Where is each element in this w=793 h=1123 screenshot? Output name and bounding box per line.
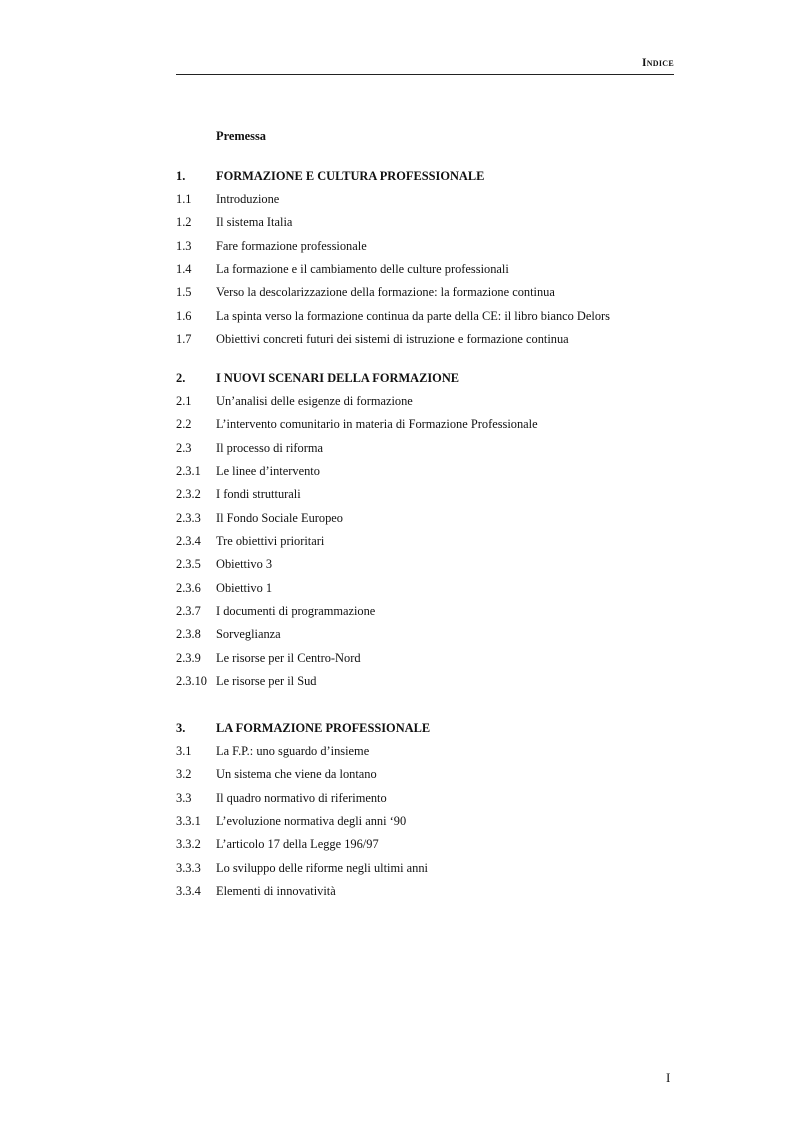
entry-title: L’intervento comunitario in materia di Formazione Professionale	[216, 417, 538, 431]
chapter-title: LA FORMAZIONE PROFESSIONALE	[216, 721, 431, 735]
entry-title: Il quadro normativo di riferimento	[216, 791, 387, 805]
chapter-title: I NUOVI SCENARI DELLA FORMAZIONE	[216, 371, 460, 385]
chapter-number: 1.	[176, 169, 186, 183]
entry-title: Sorveglianza	[216, 627, 281, 641]
chapter-number: 3.	[176, 721, 186, 735]
entry-number: 2.3.2	[176, 487, 201, 501]
entry-title: La spinta verso la formazione continua da parte della CE: il libro bianco Delors	[216, 309, 610, 323]
entry-title: La formazione e il cambiamento delle culture professionali	[216, 262, 509, 276]
entry-title: L’evoluzione normativa degli anni ‘90	[216, 814, 407, 828]
entry-number: 3.1	[176, 744, 192, 758]
entry-number: 1.4	[176, 262, 192, 276]
entry-number: 3.3.2	[176, 837, 201, 851]
entry-title: Elementi di innovatività	[216, 884, 336, 898]
entry-title: Il processo di riforma	[216, 441, 324, 455]
entry-number: 3.3.1	[176, 814, 201, 828]
entry-number: 3.3.3	[176, 861, 201, 875]
entry-title: Le linee d’intervento	[216, 464, 320, 478]
entry-number: 2.3.1	[176, 464, 201, 478]
chapter-title: FORMAZIONE E CULTURA PROFESSIONALE	[216, 169, 485, 183]
entry-title: Le risorse per il Centro-Nord	[216, 651, 361, 665]
entry-title: Fare formazione professionale	[216, 239, 367, 253]
running-header	[176, 57, 674, 75]
entry-number: 2.3.9	[176, 651, 201, 665]
entry-title: Introduzione	[216, 192, 280, 206]
entry-number: 1.5	[176, 285, 192, 299]
entry-number: 3.3	[176, 791, 192, 805]
entry-title: La F.P.: uno sguardo d’insieme	[216, 744, 370, 758]
entry-number: 1.7	[176, 332, 192, 346]
entry-title: Un sistema che viene da lontano	[216, 767, 377, 781]
entry-title: Obiettivi concreti futuri dei sistemi di istruzione e formazione continua	[216, 332, 569, 346]
entry-number: 2.3.7	[176, 604, 201, 618]
entry-title: Verso la descolarizzazione della formazione: la formazione continua	[216, 285, 555, 299]
entry-title: I documenti di programmazione	[216, 604, 376, 618]
entry-title: Il Fondo Sociale Europeo	[216, 511, 343, 525]
entry-number: 1.1	[176, 192, 192, 206]
entry-number: 2.3.4	[176, 534, 201, 548]
entry-number: 3.2	[176, 767, 192, 781]
entry-title: Lo sviluppo delle riforme negli ultimi anni	[216, 861, 428, 875]
entry-number: 2.1	[176, 394, 192, 408]
entry-number: 2.3	[176, 441, 192, 455]
entry-number: 3.3.4	[176, 884, 201, 898]
entry-title: Il sistema Italia	[216, 215, 293, 229]
entry-title: Obiettivo 1	[216, 581, 273, 595]
entry-number: 1.6	[176, 309, 192, 323]
entry-number: 1.2	[176, 215, 192, 229]
entry-title: Le risorse per il Sud	[216, 674, 317, 688]
entry-number: 1.3	[176, 239, 192, 253]
header-title: Indice	[641, 57, 674, 69]
entry-number: 2.3.10	[176, 674, 207, 688]
chapter-number: 2.	[176, 371, 186, 385]
entry-number: 2.3.3	[176, 511, 201, 525]
entry-number: 2.2	[176, 417, 192, 431]
page-number: I	[666, 1070, 671, 1085]
entry-title: I fondi strutturali	[216, 487, 301, 501]
entry-title: Obiettivo 3	[216, 557, 273, 571]
entry-title: L’articolo 17 della Legge 196/97	[216, 837, 379, 851]
entry-number: 2.3.8	[176, 627, 201, 641]
entry-title: Tre obiettivi prioritari	[216, 534, 325, 548]
entry-title: Un’analisi delle esigenze di formazione	[216, 394, 413, 408]
entry-number: 2.3.5	[176, 557, 201, 571]
entry-number: 2.3.6	[176, 581, 201, 595]
toc-premessa-title: Premessa	[216, 129, 267, 143]
